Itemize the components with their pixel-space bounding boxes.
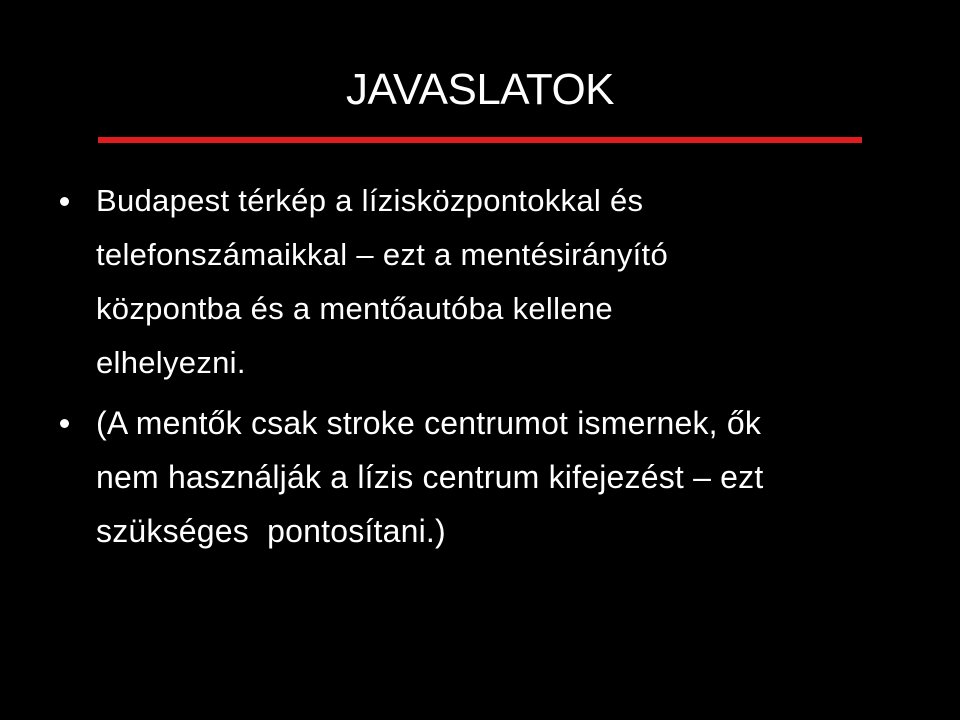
bullet-text-line: telefonszámaikkal – ezt a mentésirányító	[96, 237, 668, 272]
bullet-text-line: Budapest térkép a lízisközpontokkal és	[96, 183, 644, 218]
title-underline-rule	[98, 137, 862, 143]
bullet-text-line: szükséges pontosítani.)	[96, 513, 446, 549]
bullet-text-line: központba és a mentőautóba kellene	[96, 291, 613, 326]
bullet-text-line: (A mentők csak stroke centrumot ismernek, ők	[96, 405, 762, 441]
bullet-list	[96, 174, 916, 564]
bullet-text-line: elhelyezni.	[96, 345, 246, 380]
bullet-item-map	[96, 174, 916, 390]
bullet-item-note	[96, 396, 916, 558]
slide-title: JAVASLATOK	[345, 65, 615, 114]
bullet-dot-icon	[60, 419, 69, 428]
bullet-dot-icon	[60, 197, 69, 206]
bullet-text-line: nem használják a lízis centrum kifejezést – ezt	[96, 459, 764, 495]
